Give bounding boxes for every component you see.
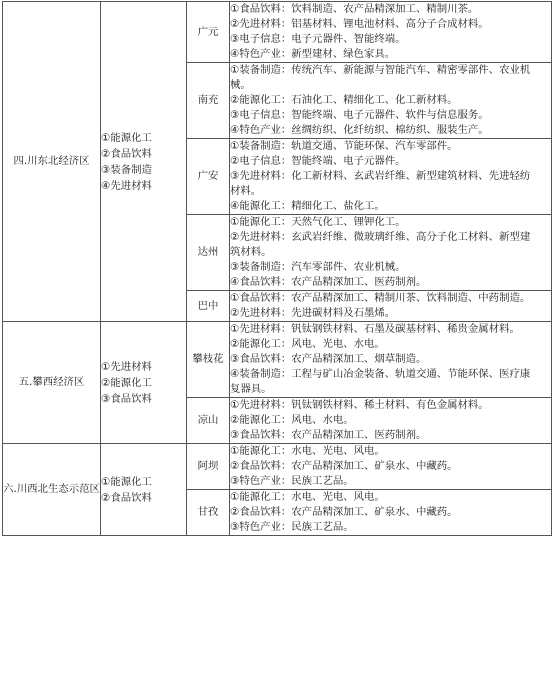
city-name-cell: 巴中 [187,291,230,322]
industry-detail-line: ②先进材料：铝基材料、锂电池材料、高分子合成材料。 [230,18,489,30]
industry-detail-line: ③装备制造：汽车零部件、农业机械。 [230,261,406,273]
city-name-cell: 南充 [187,63,230,139]
industry-detail-line: ①能源化工：天然气化工、锂钾化工。 [230,216,406,228]
city-name-cell: 凉山 [187,398,230,444]
industry-detail-line: ①装备制造：轨道交通、节能环保、汽车零部件。 [230,140,458,152]
zone-name-cell: 五.攀西经济区 [3,322,101,444]
zone-industry-item: ①能源化工 [101,131,152,144]
table-row [3,444,552,490]
zone-industry-item: ①能源化工 [101,475,152,488]
zone-name-cell: 四.川东北经济区 [3,2,101,322]
city-industry-detail-cell [230,398,552,444]
industry-detail-line: ④特色产业：新型建材、绿色家具。 [230,48,396,60]
industry-detail-line: ②先进材料：先进碳材料及石墨烯。 [230,307,396,319]
industry-detail-line: ③特色产业：民族工艺品。 [230,475,354,487]
industry-detail-line: ①能源化工：水电、光电、风电。 [230,445,385,457]
city-name-cell: 甘孜 [187,490,230,536]
industry-detail-line: ②能源化工：风电、水电。 [230,414,354,426]
industry-detail-line: ①能源化工：水电、光电、风电。 [230,491,385,503]
zone-industry-item: ②食品饮料 [101,491,152,504]
industry-detail-line: ①先进材料：钒钛钢铁材料、稀土材料、有色金属材料。 [230,399,489,411]
industry-detail-line: ①装备制造：传统汽车、新能源与智能汽车、精密零部件、农业机 [230,64,531,76]
table-row [3,2,552,63]
industry-detail-line: 材料。 [230,185,262,197]
zone-industry-item: ②能源化工 [101,376,152,389]
zone-industry-item: ①先进材料 [101,360,152,373]
industry-detail-line: ②先进材料：玄武岩纤维、微玻璃纤维、高分子化工材料、新型建 [230,231,531,243]
city-name-cell: 广安 [187,139,230,215]
industry-detail-line: ③特色产业：民族工艺品。 [230,521,354,533]
city-industry-detail-cell [230,215,552,291]
industry-detail-line: ②能源化工：风电、光电、水电。 [230,338,385,350]
city-industry-detail-cell [230,63,552,139]
city-name-cell: 达州 [187,215,230,291]
industry-detail-line: ②电子信息：智能终端、电子元器件。 [230,155,406,167]
zone-industries-cell [101,444,187,536]
industry-detail-line: ④食品饮料：农产品精深加工、医药制剂。 [230,276,427,288]
industry-detail-line: ③电子信息：电子元器件、智能终端。 [230,33,406,45]
zone-industry-item: ②食品饮料 [101,147,152,160]
industry-detail-line: ①食品饮料：饮料制造、农产品精深加工、精制川茶。 [230,3,479,15]
industry-layout-table [2,1,552,536]
city-industry-detail-cell [230,2,552,63]
city-name-cell: 阿坝 [187,444,230,490]
industry-detail-line: ③食品饮料：农产品精深加工、医药制剂。 [230,429,427,441]
industry-detail-line: ①食品饮料：农产品精深加工、精制川茶、饮料制造、中药制造。 [230,292,531,304]
industry-detail-line: 筑材料。 [230,246,272,258]
industry-detail-line: ②能源化工：石油化工、精细化工、化工新材料。 [230,94,458,106]
industry-detail-line: ③先进材料：化工新材料、玄武岩纤维、新型建筑材料、先进轻纺 [230,170,531,182]
industry-detail-line: ③食品饮料：农产品精深加工、烟草制造。 [230,353,427,365]
city-industry-detail-cell [230,139,552,215]
industry-detail-line: ④装备制造：工程与矿山冶金装备、轨道交通、节能环保、医疗康 [230,368,531,380]
industry-detail-line: ③电子信息：智能终端、电子元器件、软件与信息服务。 [230,109,489,121]
city-name-cell: 广元 [187,2,230,63]
city-industry-detail-cell [230,322,552,398]
city-industry-detail-cell [230,291,552,322]
industry-detail-line: 复器具。 [230,383,272,395]
zone-industry-item: ③食品饮料 [101,392,152,405]
city-industry-detail-cell [230,490,552,536]
city-industry-detail-cell [230,444,552,490]
zone-industries-cell [101,322,187,444]
industry-detail-line: ④特色产业：丝绸纺织、化纤纺织、棉纺织、服装生产。 [230,124,489,136]
zone-industry-item: ④先进材料 [101,179,152,192]
industry-detail-line: ②食品饮料：农产品精深加工、矿泉水、中藏药。 [230,460,458,472]
table-row [3,322,552,398]
zone-name-cell: 六.川西北生态示范区 [3,444,101,536]
zone-industries-cell [101,2,187,322]
industry-detail-line: 械。 [230,79,251,91]
industry-detail-line: ④能源化工：精细化工、盐化工。 [230,200,385,212]
industry-detail-line: ②食品饮料：农产品精深加工、矿泉水、中藏药。 [230,506,458,518]
city-name-cell: 攀枝花 [187,322,230,398]
industry-detail-line: ①先进材料：钒钛钢铁材料、石墨及碳基材料、稀贵金属材料。 [230,323,520,335]
zone-industry-item: ③装备制造 [101,163,152,176]
